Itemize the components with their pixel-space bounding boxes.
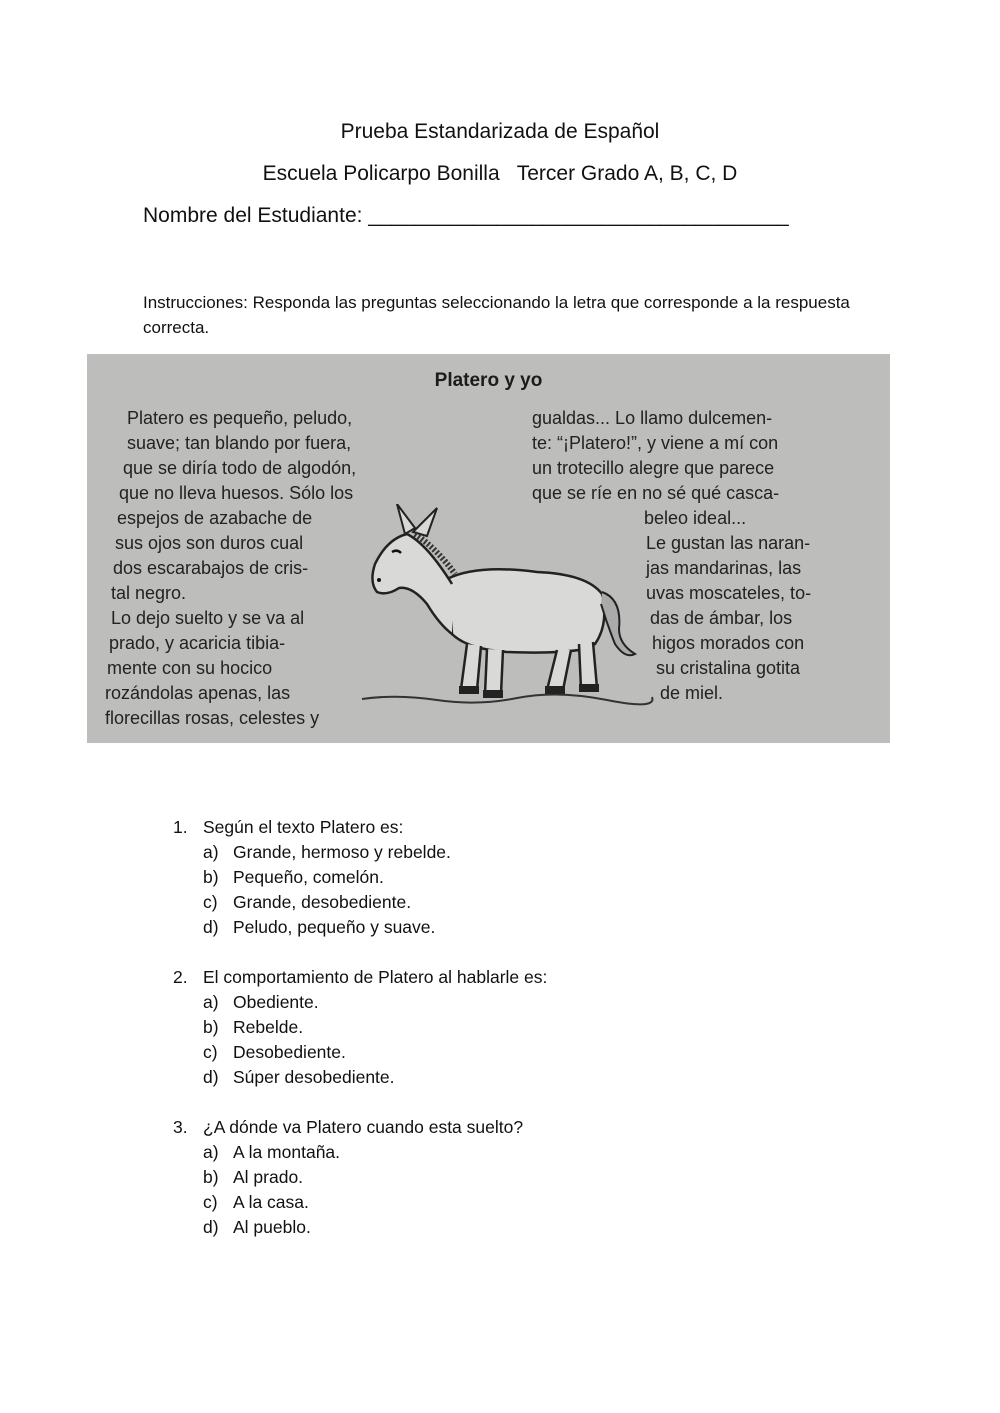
option-letter: c)	[203, 892, 218, 912]
answer-option[interactable]	[173, 1140, 547, 1165]
school-grade-line: Escuela Policarpo Bonilla Tercer Grado A, B, C, D	[262, 162, 738, 185]
passage-line: que no lleva huesos. Sólo los	[119, 483, 354, 503]
passage-line: jas mandarinas, las	[646, 558, 802, 578]
answer-option[interactable]	[173, 1215, 547, 1240]
question-text: ¿A dónde va Platero cuando esta suelto?	[203, 1117, 524, 1137]
option-text: Obediente.	[233, 992, 319, 1012]
option-text: Pequeño, comelón.	[233, 867, 384, 887]
passage-line: gualdas... Lo llamo dulcemen-	[532, 408, 773, 428]
answer-option[interactable]	[173, 1190, 547, 1215]
donkey-illustration-icon	[357, 504, 657, 743]
option-text: Súper desobediente.	[233, 1067, 395, 1087]
option-text: A la montaña.	[233, 1142, 341, 1162]
option-text: Grande, desobediente.	[233, 892, 412, 912]
passage-line: que se diría todo de algodón,	[123, 458, 357, 478]
option-text: Al prado.	[233, 1167, 304, 1187]
passage-line: su cristalina gotita	[656, 658, 801, 678]
reading-passage-image	[87, 354, 890, 743]
passage-line: suave; tan blando por fuera,	[127, 433, 352, 453]
passage-line: que se ríe en no sé qué casca-	[532, 483, 780, 503]
option-text: Rebelde.	[233, 1017, 304, 1037]
answer-option[interactable]	[173, 1065, 547, 1090]
option-letter: d)	[203, 1067, 219, 1087]
question-1	[173, 815, 547, 940]
question-number: 2.	[173, 967, 188, 987]
passage-line: espejos de azabache de	[117, 508, 313, 528]
question-text: Según el texto Platero es:	[203, 817, 404, 837]
answer-option[interactable]	[173, 915, 547, 940]
passage-line: sus ojos son duros cual	[115, 533, 304, 553]
option-text: Grande, hermoso y rebelde.	[233, 842, 451, 862]
passage-line: Platero es pequeño, peludo,	[127, 408, 353, 428]
passage-line: dos escarabajos de cris-	[113, 558, 309, 578]
passage-line: rozándolas apenas, las	[105, 683, 291, 703]
instructions-text: Instrucciones: Responda las preguntas seleccionando la letra que corresponde a la respuesta correcta.	[143, 293, 850, 337]
passage-line: florecillas rosas, celestes y	[105, 708, 320, 728]
passage-line: beleo ideal...	[644, 508, 747, 528]
answer-option[interactable]	[173, 990, 547, 1015]
question-text: El comportamiento de Platero al hablarle es:	[203, 967, 548, 987]
passage-line: Le gustan las naran-	[646, 533, 811, 553]
option-letter: d)	[203, 917, 219, 937]
question-number: 3.	[173, 1117, 188, 1137]
option-letter: a)	[203, 992, 219, 1012]
reading-title: Platero y yo	[434, 370, 543, 391]
option-letter: a)	[203, 842, 219, 862]
passage-line: tal negro.	[111, 583, 187, 603]
question-2	[173, 965, 547, 1090]
passage-line: prado, y acaricia tibia-	[109, 633, 286, 653]
option-letter: a)	[203, 1142, 219, 1162]
student-name-field[interactable]: Nombre del Estudiante: ____________________________________	[143, 204, 789, 227]
passage-line: mente con su hocico	[107, 658, 273, 678]
answer-option[interactable]	[173, 890, 547, 915]
option-letter: d)	[203, 1217, 219, 1237]
answer-option[interactable]	[173, 865, 547, 890]
passage-line: de miel.	[660, 683, 724, 703]
passage-line: Lo dejo suelto y se va al	[111, 608, 305, 628]
option-text: Peludo, pequeño y suave.	[233, 917, 436, 937]
passage-line: higos morados con	[652, 633, 805, 653]
passage-line: te: “¡Platero!”, y viene a mí con	[532, 433, 779, 453]
option-text: Al pueblo.	[233, 1217, 311, 1237]
option-letter: b)	[203, 867, 219, 887]
passage-line: uvas moscateles, to-	[646, 583, 812, 603]
option-text: A la casa.	[233, 1192, 309, 1212]
answer-option[interactable]	[173, 1015, 547, 1040]
question-3	[173, 1115, 547, 1240]
page-title: Prueba Estandarizada de Español	[340, 120, 660, 143]
passage-line: un trotecillo alegre que parece	[532, 458, 775, 478]
option-letter: b)	[203, 1017, 219, 1037]
option-letter: b)	[203, 1167, 219, 1187]
question-number: 1.	[173, 817, 188, 837]
answer-option[interactable]	[173, 1165, 547, 1190]
option-letter: c)	[203, 1042, 218, 1062]
passage-line: das de ámbar, los	[650, 608, 793, 628]
option-text: Desobediente.	[233, 1042, 346, 1062]
answer-option[interactable]	[173, 1040, 547, 1065]
answer-option[interactable]	[173, 840, 547, 865]
passage-left-column	[105, 406, 356, 731]
option-letter: c)	[203, 1192, 218, 1212]
questions-list	[173, 815, 547, 1265]
